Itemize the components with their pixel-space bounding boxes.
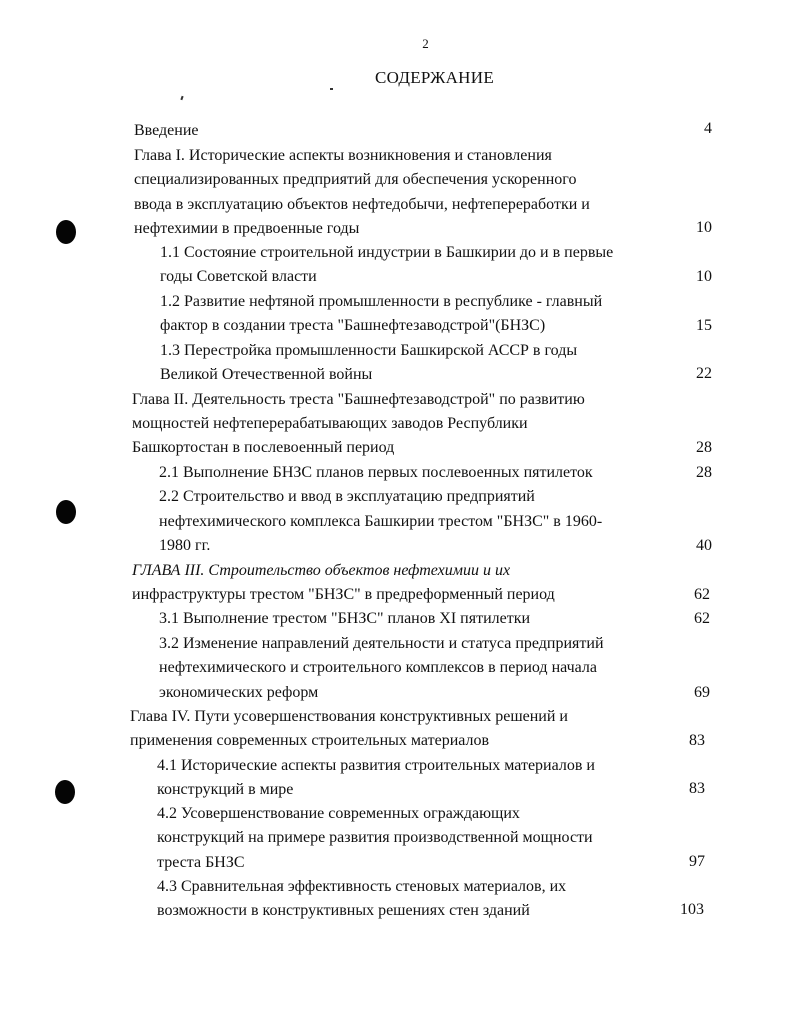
toc-section-4-1-page: 83 <box>689 780 705 797</box>
toc-chapter-1-line: специализированных предприятий для обеспечения ускоренного <box>134 171 577 188</box>
toc-entry-intro-line: Введение <box>134 122 199 139</box>
toc-section-4-2-line: треста БНЗС <box>157 854 245 871</box>
toc-section-3-2-line: экономических реформ <box>159 684 319 701</box>
toc-section-4-3-page: 103 <box>680 901 704 918</box>
toc-chapter-2-line: Башкортостан в послевоенный период <box>132 439 395 456</box>
toc-section-2-1-page: 28 <box>696 464 712 481</box>
toc-section-1-1-line: 1.1 Состояние строительной индустрии в Башкирии до и в первые <box>160 244 614 261</box>
toc-section-4-1-line: 4.1 Исторические аспекты развития строительных материалов и <box>157 757 595 774</box>
toc-section-3-1-line: 3.1 Выполнение трестом "БНЗС" планов XI пятилетки <box>159 610 531 627</box>
page-title: СОДЕРЖАНИЕ <box>374 68 495 87</box>
toc-section-4-2-page: 97 <box>689 853 705 870</box>
toc-section-1-2-page: 15 <box>696 317 712 334</box>
toc-section-1-2-line: 1.2 Развитие нефтяной промышленности в республике - главный <box>160 293 603 310</box>
toc-chapter-4-line: Глава IV. Пути усовершенствования конструктивных решений и <box>130 708 568 725</box>
toc-section-1-3-line: 1.3 Перестройка промышленности Башкирской АССР в годы <box>160 342 578 359</box>
toc-chapter-1-line: нефтехимии в предвоенные годы <box>134 220 360 237</box>
toc-entry-intro-page: 4 <box>704 120 712 137</box>
toc-section-2-2-line: 1980 гг. <box>159 537 211 554</box>
toc-section-3-2-page: 69 <box>694 684 710 701</box>
toc-section-1-1-line: годы Советской власти <box>160 268 317 285</box>
punch-hole <box>56 220 76 244</box>
scan-speck <box>330 88 333 90</box>
page-number: 2 <box>422 36 429 51</box>
toc-chapter-3-line: инфраструктуры трестом "БНЗС" в предреформенный период <box>132 586 555 603</box>
toc-section-4-2-line: 4.2 Усовершенствование современных ограждающих <box>157 805 520 822</box>
toc-section-1-3-page: 22 <box>696 365 712 382</box>
toc-section-2-2-line: 2.2 Строительство и ввод в эксплуатацию предприятий <box>159 488 535 505</box>
toc-chapter-1-page: 10 <box>696 219 712 236</box>
toc-chapter-2-page: 28 <box>696 439 712 456</box>
toc-section-4-3-line: возможности в конструктивных решениях стен зданий <box>157 902 530 919</box>
toc-section-2-1-line: 2.1 Выполнение БНЗС планов первых послевоенных пятилеток <box>159 464 593 481</box>
toc-chapter-3-line: ГЛАВА III. Строительство объектов нефтехимии и их <box>132 562 511 579</box>
toc-section-3-1-page: 62 <box>694 610 710 627</box>
toc-section-1-2-line: фактор в создании треста "Башнефтезаводстрой"(БНЗС) <box>160 317 546 334</box>
toc-section-2-2-page: 40 <box>696 537 712 554</box>
toc-chapter-4-line: применения современных строительных материалов <box>130 732 490 749</box>
toc-chapter-2-line: Глава II. Деятельность треста "Башнефтезаводстрой" по развитию <box>132 391 585 408</box>
toc-section-4-3-line: 4.3 Сравнительная эффективность стеновых материалов, их <box>157 878 567 895</box>
punch-hole <box>56 500 76 524</box>
toc-section-2-2-line: нефтехимического комплекса Башкирии трестом "БНЗС" в 1960- <box>159 513 603 530</box>
toc-section-4-1-line: конструкций в мире <box>157 781 294 798</box>
toc-chapter-2-line: мощностей нефтеперерабатывающих заводов Республики <box>132 415 528 432</box>
toc-section-1-3-line: Великой Отечественной войны <box>160 366 373 383</box>
toc-section-3-2-line: нефтехимического и строительного комплексов в период начала <box>159 659 597 676</box>
toc-section-3-2-line: 3.2 Изменение направлений деятельности и статуса предприятий <box>159 635 604 652</box>
toc-chapter-3-page: 62 <box>694 586 710 603</box>
scan-speck <box>180 96 183 100</box>
toc-section-1-1-page: 10 <box>696 268 712 285</box>
toc-section-4-2-line: конструкций на примере развития производственной мощности <box>157 829 593 846</box>
punch-hole <box>55 780 75 804</box>
toc-chapter-1-line: Глава I. Исторические аспекты возникновения и становления <box>134 147 552 164</box>
toc-chapter-1-line: ввода в эксплуатацию объектов нефтедобычи, нефтепереработки и <box>134 196 590 213</box>
toc-chapter-4-page: 83 <box>689 732 705 749</box>
